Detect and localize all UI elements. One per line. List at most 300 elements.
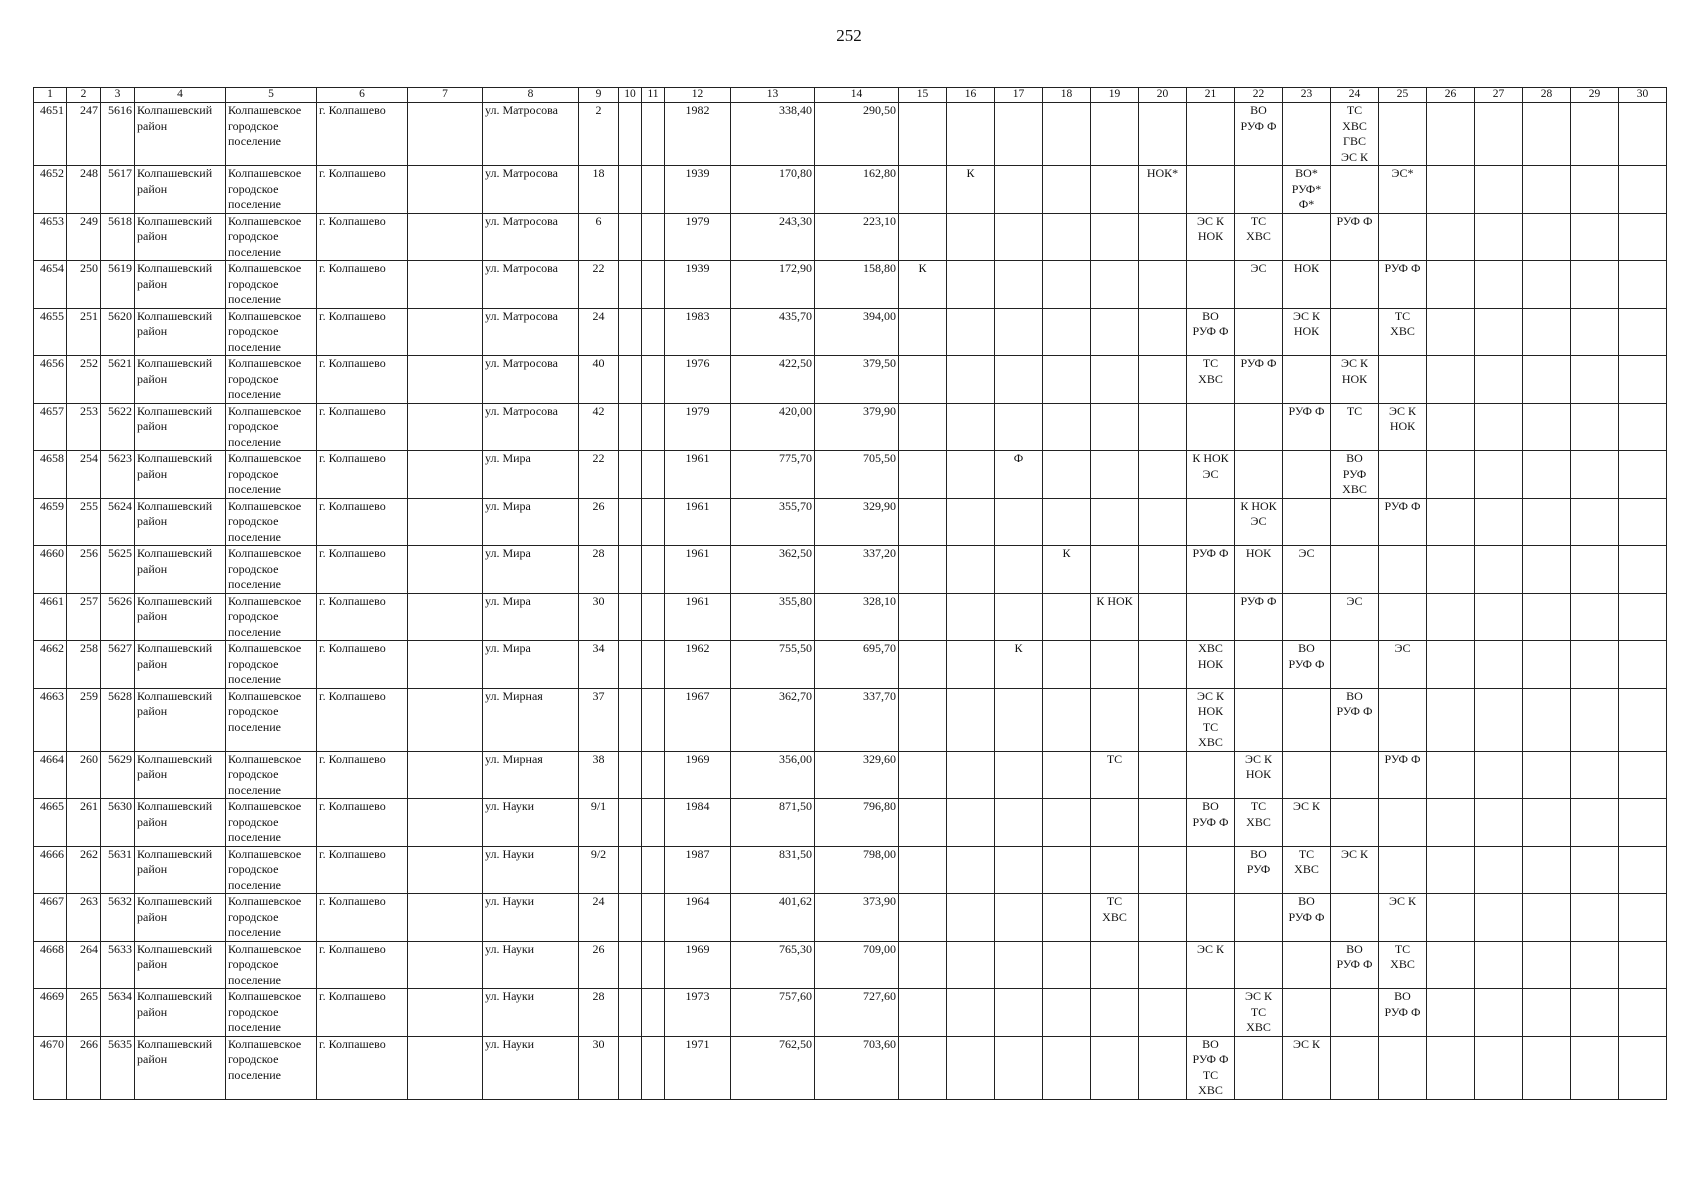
cell-col-14: 394,00 — [815, 308, 899, 356]
cell-col-28 — [1523, 103, 1571, 166]
cell-col-27 — [1475, 103, 1523, 166]
cell-col-6: г. Колпашево — [317, 1036, 408, 1099]
column-header-20: 20 — [1139, 88, 1187, 103]
cell-col-11 — [642, 546, 665, 594]
cell-col-3: 5616 — [101, 103, 135, 166]
cell-col-28 — [1523, 989, 1571, 1037]
cell-col-17 — [995, 688, 1043, 751]
cell-col-26 — [1427, 403, 1475, 451]
cell-col-7 — [408, 989, 483, 1037]
cell-col-21 — [1187, 751, 1235, 799]
cell-col-4: Колпашевский район — [135, 688, 226, 751]
cell-col-1: 4667 — [34, 894, 67, 942]
cell-col-29 — [1571, 846, 1619, 894]
cell-col-21 — [1187, 989, 1235, 1037]
cell-col-21 — [1187, 403, 1235, 451]
cell-col-20 — [1139, 641, 1187, 689]
cell-col-18 — [1043, 1036, 1091, 1099]
cell-col-8: ул. Матросова — [483, 261, 579, 309]
cell-col-2: 265 — [67, 989, 101, 1037]
cell-col-14: 337,70 — [815, 688, 899, 751]
cell-col-10 — [619, 308, 642, 356]
cell-col-18 — [1043, 641, 1091, 689]
cell-col-1: 4669 — [34, 989, 67, 1037]
table-row — [34, 894, 1667, 942]
cell-col-7 — [408, 498, 483, 546]
cell-col-20 — [1139, 751, 1187, 799]
cell-col-22: ВО РУФ — [1235, 846, 1283, 894]
cell-col-14: 329,90 — [815, 498, 899, 546]
cell-col-30 — [1619, 593, 1667, 641]
table-row — [34, 308, 1667, 356]
cell-col-29 — [1571, 1036, 1619, 1099]
cell-col-25: ВО РУФ Ф — [1379, 989, 1427, 1037]
cell-col-16 — [947, 593, 995, 641]
cell-col-29 — [1571, 989, 1619, 1037]
cell-col-17 — [995, 166, 1043, 214]
cell-col-13: 338,40 — [731, 103, 815, 166]
cell-col-16: К — [947, 166, 995, 214]
cell-col-10 — [619, 751, 642, 799]
cell-col-9: 42 — [579, 403, 619, 451]
cell-col-30 — [1619, 941, 1667, 989]
cell-col-13: 831,50 — [731, 846, 815, 894]
cell-col-15 — [899, 546, 947, 594]
cell-col-28 — [1523, 166, 1571, 214]
cell-col-23 — [1283, 751, 1331, 799]
cell-col-2: 256 — [67, 546, 101, 594]
cell-col-3: 5620 — [101, 308, 135, 356]
cell-col-17 — [995, 1036, 1043, 1099]
cell-col-27 — [1475, 846, 1523, 894]
cell-col-17 — [995, 546, 1043, 594]
cell-col-8: ул. Мира — [483, 593, 579, 641]
cell-col-18 — [1043, 166, 1091, 214]
cell-col-10 — [619, 261, 642, 309]
cell-col-2: 251 — [67, 308, 101, 356]
cell-col-1: 4663 — [34, 688, 67, 751]
table-row — [34, 799, 1667, 847]
cell-col-22: ТС ХВС — [1235, 213, 1283, 261]
cell-col-19: К НОК — [1091, 593, 1139, 641]
cell-col-11 — [642, 593, 665, 641]
cell-col-5: Колпашевское городское поселение — [226, 846, 317, 894]
cell-col-11 — [642, 356, 665, 404]
cell-col-14: 703,60 — [815, 1036, 899, 1099]
cell-col-10 — [619, 894, 642, 942]
cell-col-7 — [408, 451, 483, 499]
column-header-1: 1 — [34, 88, 67, 103]
cell-col-28 — [1523, 213, 1571, 261]
cell-col-23 — [1283, 213, 1331, 261]
cell-col-23: ЭС К — [1283, 1036, 1331, 1099]
table-row — [34, 213, 1667, 261]
table-row — [34, 498, 1667, 546]
cell-col-7 — [408, 308, 483, 356]
cell-col-23: ЭС — [1283, 546, 1331, 594]
cell-col-18 — [1043, 593, 1091, 641]
cell-col-3: 5625 — [101, 546, 135, 594]
cell-col-26 — [1427, 894, 1475, 942]
cell-col-30 — [1619, 894, 1667, 942]
column-header-10: 10 — [619, 88, 642, 103]
column-header-8: 8 — [483, 88, 579, 103]
cell-col-9: 6 — [579, 213, 619, 261]
cell-col-20 — [1139, 103, 1187, 166]
cell-col-22: РУФ Ф — [1235, 593, 1283, 641]
cell-col-23: ВО* РУФ* Ф* — [1283, 166, 1331, 214]
table-row — [34, 166, 1667, 214]
cell-col-20 — [1139, 308, 1187, 356]
cell-col-28 — [1523, 846, 1571, 894]
cell-col-12: 1962 — [665, 641, 731, 689]
cell-col-15 — [899, 166, 947, 214]
cell-col-27 — [1475, 356, 1523, 404]
cell-col-7 — [408, 751, 483, 799]
cell-col-14: 379,90 — [815, 403, 899, 451]
cell-col-22 — [1235, 451, 1283, 499]
cell-col-18 — [1043, 989, 1091, 1037]
cell-col-8: ул. Матросова — [483, 166, 579, 214]
cell-col-23: ЭС К НОК — [1283, 308, 1331, 356]
cell-col-17 — [995, 498, 1043, 546]
cell-col-21 — [1187, 846, 1235, 894]
cell-col-10 — [619, 846, 642, 894]
column-number-header-row — [34, 88, 1667, 103]
cell-col-26 — [1427, 213, 1475, 261]
cell-col-3: 5630 — [101, 799, 135, 847]
cell-col-18 — [1043, 751, 1091, 799]
cell-col-21: ВО РУФ Ф ТС ХВС — [1187, 1036, 1235, 1099]
cell-col-10 — [619, 593, 642, 641]
cell-col-24 — [1331, 546, 1379, 594]
cell-col-18 — [1043, 103, 1091, 166]
cell-col-22: ЭС К ТС ХВС — [1235, 989, 1283, 1037]
table-row — [34, 403, 1667, 451]
cell-col-25: ЭС К — [1379, 894, 1427, 942]
cell-col-19 — [1091, 846, 1139, 894]
cell-col-30 — [1619, 356, 1667, 404]
cell-col-2: 249 — [67, 213, 101, 261]
cell-col-25: ТС ХВС — [1379, 308, 1427, 356]
cell-col-29 — [1571, 894, 1619, 942]
cell-col-16 — [947, 356, 995, 404]
cell-col-17 — [995, 751, 1043, 799]
cell-col-29 — [1571, 688, 1619, 751]
cell-col-10 — [619, 213, 642, 261]
cell-col-26 — [1427, 451, 1475, 499]
cell-col-18 — [1043, 799, 1091, 847]
cell-col-29 — [1571, 103, 1619, 166]
cell-col-27 — [1475, 451, 1523, 499]
cell-col-27 — [1475, 166, 1523, 214]
cell-col-8: ул. Матросова — [483, 403, 579, 451]
cell-col-25 — [1379, 688, 1427, 751]
cell-col-9: 26 — [579, 498, 619, 546]
cell-col-13: 435,70 — [731, 308, 815, 356]
table-row — [34, 103, 1667, 166]
cell-col-17: Ф — [995, 451, 1043, 499]
cell-col-27 — [1475, 989, 1523, 1037]
cell-col-8: ул. Науки — [483, 989, 579, 1037]
cell-col-4: Колпашевский район — [135, 546, 226, 594]
cell-col-10 — [619, 451, 642, 499]
cell-col-29 — [1571, 166, 1619, 214]
table-row — [34, 751, 1667, 799]
cell-col-24 — [1331, 498, 1379, 546]
cell-col-15 — [899, 799, 947, 847]
cell-col-19 — [1091, 688, 1139, 751]
cell-col-26 — [1427, 308, 1475, 356]
cell-col-17 — [995, 213, 1043, 261]
cell-col-24: ЭС К НОК — [1331, 356, 1379, 404]
cell-col-29 — [1571, 261, 1619, 309]
cell-col-12: 1979 — [665, 403, 731, 451]
cell-col-7 — [408, 846, 483, 894]
cell-col-29 — [1571, 941, 1619, 989]
cell-col-23 — [1283, 451, 1331, 499]
cell-col-30 — [1619, 213, 1667, 261]
cell-col-20 — [1139, 799, 1187, 847]
cell-col-7 — [408, 261, 483, 309]
cell-col-30 — [1619, 751, 1667, 799]
cell-col-4: Колпашевский район — [135, 213, 226, 261]
cell-col-2: 248 — [67, 166, 101, 214]
cell-col-5: Колпашевское городское поселение — [226, 641, 317, 689]
cell-col-30 — [1619, 261, 1667, 309]
cell-col-12: 1987 — [665, 846, 731, 894]
cell-col-8: ул. Матросова — [483, 213, 579, 261]
cell-col-30 — [1619, 641, 1667, 689]
cell-col-5: Колпашевское городское поселение — [226, 688, 317, 751]
cell-col-16 — [947, 451, 995, 499]
cell-col-30 — [1619, 451, 1667, 499]
cell-col-4: Колпашевский район — [135, 894, 226, 942]
column-header-23: 23 — [1283, 88, 1331, 103]
cell-col-15: К — [899, 261, 947, 309]
cell-col-23 — [1283, 356, 1331, 404]
cell-col-20 — [1139, 451, 1187, 499]
cell-col-30 — [1619, 498, 1667, 546]
cell-col-24 — [1331, 989, 1379, 1037]
cell-col-8: ул. Науки — [483, 846, 579, 894]
table-row — [34, 1036, 1667, 1099]
cell-col-13: 362,70 — [731, 688, 815, 751]
cell-col-11 — [642, 751, 665, 799]
cell-col-6: г. Колпашево — [317, 894, 408, 942]
cell-col-8: ул. Мира — [483, 641, 579, 689]
cell-col-1: 4655 — [34, 308, 67, 356]
column-header-18: 18 — [1043, 88, 1091, 103]
cell-col-17 — [995, 799, 1043, 847]
cell-col-5: Колпашевское городское поселение — [226, 894, 317, 942]
cell-col-13: 420,00 — [731, 403, 815, 451]
cell-col-27 — [1475, 941, 1523, 989]
cell-col-24: ТС ХВС ГВС ЭС К — [1331, 103, 1379, 166]
cell-col-3: 5634 — [101, 989, 135, 1037]
cell-col-8: ул. Матросова — [483, 356, 579, 404]
cell-col-16 — [947, 403, 995, 451]
cell-col-2: 266 — [67, 1036, 101, 1099]
cell-col-22 — [1235, 641, 1283, 689]
cell-col-8: ул. Мирная — [483, 688, 579, 751]
cell-col-1: 4658 — [34, 451, 67, 499]
cell-col-14: 798,00 — [815, 846, 899, 894]
cell-col-3: 5627 — [101, 641, 135, 689]
cell-col-3: 5622 — [101, 403, 135, 451]
cell-col-27 — [1475, 498, 1523, 546]
cell-col-25 — [1379, 356, 1427, 404]
cell-col-12: 1976 — [665, 356, 731, 404]
column-header-17: 17 — [995, 88, 1043, 103]
cell-col-14: 223,10 — [815, 213, 899, 261]
cell-col-12: 1961 — [665, 451, 731, 499]
cell-col-6: г. Колпашево — [317, 356, 408, 404]
cell-col-18 — [1043, 356, 1091, 404]
cell-col-28 — [1523, 451, 1571, 499]
cell-col-13: 401,62 — [731, 894, 815, 942]
cell-col-5: Колпашевское городское поселение — [226, 799, 317, 847]
cell-col-1: 4660 — [34, 546, 67, 594]
cell-col-8: ул. Науки — [483, 1036, 579, 1099]
cell-col-17 — [995, 403, 1043, 451]
cell-col-16 — [947, 308, 995, 356]
cell-col-23: ВО РУФ Ф — [1283, 641, 1331, 689]
cell-col-24 — [1331, 641, 1379, 689]
cell-col-28 — [1523, 356, 1571, 404]
cell-col-5: Колпашевское городское поселение — [226, 261, 317, 309]
cell-col-13: 243,30 — [731, 213, 815, 261]
table-row — [34, 941, 1667, 989]
table-row — [34, 261, 1667, 309]
cell-col-13: 356,00 — [731, 751, 815, 799]
cell-col-15 — [899, 593, 947, 641]
cell-col-11 — [642, 846, 665, 894]
cell-col-11 — [642, 403, 665, 451]
column-header-26: 26 — [1427, 88, 1475, 103]
column-header-13: 13 — [731, 88, 815, 103]
cell-col-9: 24 — [579, 308, 619, 356]
cell-col-5: Колпашевское городское поселение — [226, 213, 317, 261]
cell-col-22 — [1235, 894, 1283, 942]
cell-col-27 — [1475, 688, 1523, 751]
cell-col-22: ЭС К НОК — [1235, 751, 1283, 799]
cell-col-26 — [1427, 641, 1475, 689]
cell-col-4: Колпашевский район — [135, 989, 226, 1037]
cell-col-1: 4661 — [34, 593, 67, 641]
cell-col-3: 5629 — [101, 751, 135, 799]
cell-col-5: Колпашевское городское поселение — [226, 751, 317, 799]
cell-col-21: К НОК ЭС — [1187, 451, 1235, 499]
cell-col-25 — [1379, 593, 1427, 641]
cell-col-23: ВО РУФ Ф — [1283, 894, 1331, 942]
cell-col-19 — [1091, 356, 1139, 404]
cell-col-30 — [1619, 846, 1667, 894]
cell-col-11 — [642, 451, 665, 499]
cell-col-17 — [995, 103, 1043, 166]
table-row — [34, 593, 1667, 641]
cell-col-9: 40 — [579, 356, 619, 404]
cell-col-16 — [947, 261, 995, 309]
cell-col-2: 261 — [67, 799, 101, 847]
cell-col-21: ТС ХВС — [1187, 356, 1235, 404]
cell-col-21 — [1187, 103, 1235, 166]
cell-col-15 — [899, 989, 947, 1037]
cell-col-6: г. Колпашево — [317, 751, 408, 799]
cell-col-7 — [408, 799, 483, 847]
cell-col-15 — [899, 641, 947, 689]
cell-col-26 — [1427, 989, 1475, 1037]
cell-col-2: 258 — [67, 641, 101, 689]
cell-col-10 — [619, 546, 642, 594]
cell-col-24: ВО РУФ Ф — [1331, 941, 1379, 989]
cell-col-11 — [642, 213, 665, 261]
cell-col-2: 262 — [67, 846, 101, 894]
cell-col-2: 257 — [67, 593, 101, 641]
cell-col-26 — [1427, 688, 1475, 751]
cell-col-5: Колпашевское городское поселение — [226, 403, 317, 451]
cell-col-9: 26 — [579, 941, 619, 989]
cell-col-22 — [1235, 308, 1283, 356]
cell-col-15 — [899, 894, 947, 942]
cell-col-2: 263 — [67, 894, 101, 942]
cell-col-3: 5633 — [101, 941, 135, 989]
cell-col-11 — [642, 894, 665, 942]
cell-col-22: РУФ Ф — [1235, 356, 1283, 404]
cell-col-12: 1961 — [665, 498, 731, 546]
cell-col-24 — [1331, 894, 1379, 942]
cell-col-20 — [1139, 1036, 1187, 1099]
cell-col-28 — [1523, 641, 1571, 689]
column-header-12: 12 — [665, 88, 731, 103]
cell-col-30 — [1619, 688, 1667, 751]
cell-col-29 — [1571, 641, 1619, 689]
cell-col-12: 1967 — [665, 688, 731, 751]
cell-col-15 — [899, 498, 947, 546]
cell-col-20: НОК* — [1139, 166, 1187, 214]
cell-col-28 — [1523, 308, 1571, 356]
cell-col-14: 796,80 — [815, 799, 899, 847]
cell-col-26 — [1427, 751, 1475, 799]
cell-col-7 — [408, 688, 483, 751]
cell-col-19 — [1091, 546, 1139, 594]
cell-col-5: Колпашевское городское поселение — [226, 451, 317, 499]
cell-col-27 — [1475, 593, 1523, 641]
cell-col-20 — [1139, 546, 1187, 594]
cell-col-30 — [1619, 308, 1667, 356]
column-header-16: 16 — [947, 88, 995, 103]
cell-col-28 — [1523, 546, 1571, 594]
cell-col-12: 1939 — [665, 261, 731, 309]
cell-col-8: ул. Науки — [483, 941, 579, 989]
cell-col-21: РУФ Ф — [1187, 546, 1235, 594]
cell-col-15 — [899, 846, 947, 894]
cell-col-22 — [1235, 688, 1283, 751]
column-header-22: 22 — [1235, 88, 1283, 103]
cell-col-27 — [1475, 799, 1523, 847]
column-header-24: 24 — [1331, 88, 1379, 103]
cell-col-1: 4665 — [34, 799, 67, 847]
cell-col-22: НОК — [1235, 546, 1283, 594]
housing-register-table — [33, 87, 1667, 1100]
cell-col-29 — [1571, 356, 1619, 404]
cell-col-14: 373,90 — [815, 894, 899, 942]
cell-col-12: 1969 — [665, 941, 731, 989]
cell-col-15 — [899, 308, 947, 356]
cell-col-1: 4652 — [34, 166, 67, 214]
cell-col-18 — [1043, 261, 1091, 309]
cell-col-11 — [642, 641, 665, 689]
